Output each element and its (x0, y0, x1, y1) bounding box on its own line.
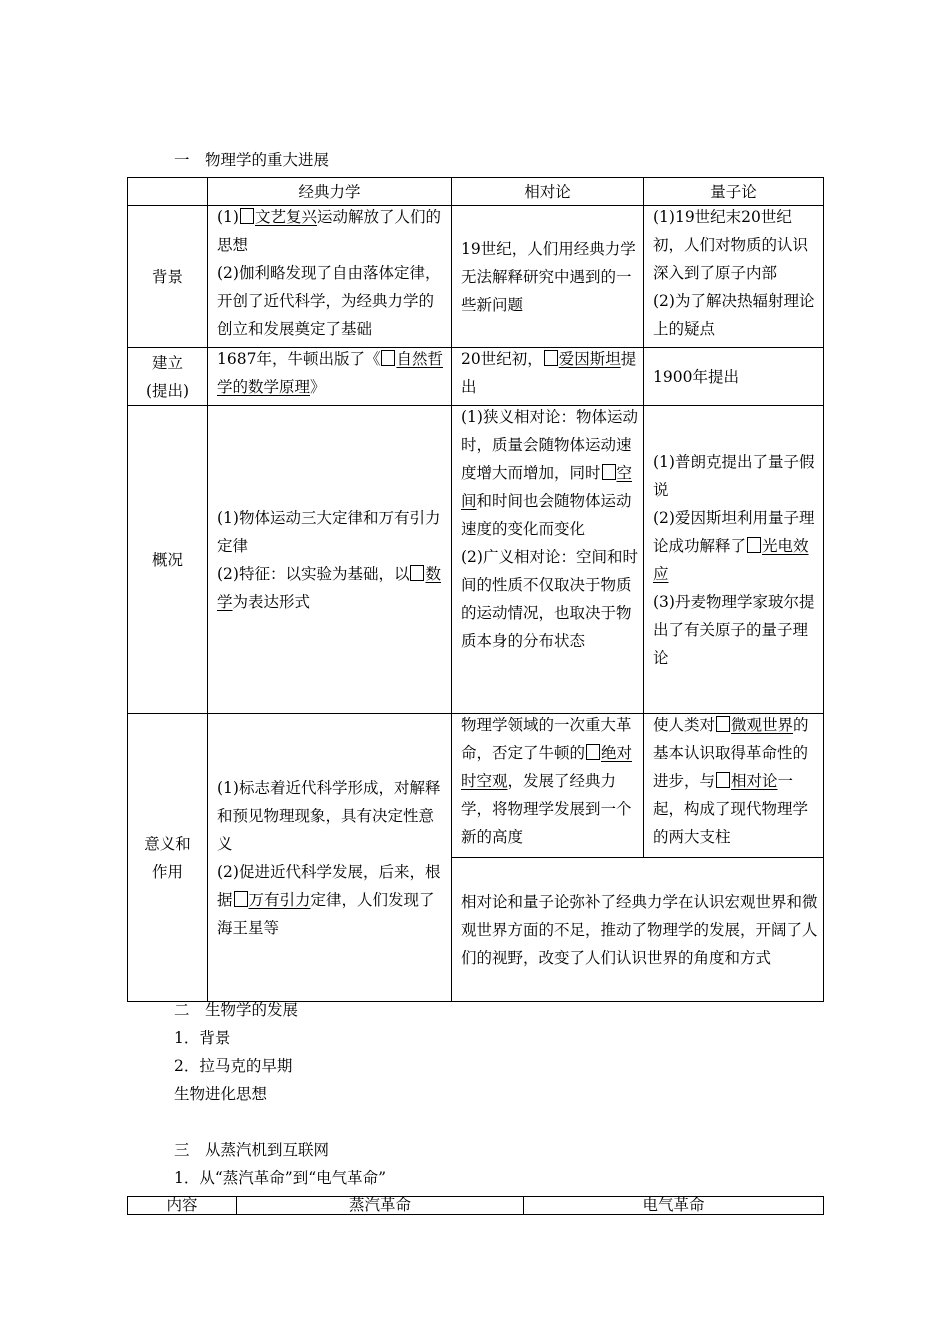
row-label-background: 背景 (151, 267, 183, 286)
column-header-quantum: 量子论 (710, 182, 757, 201)
row-label-overview: 概况 (151, 550, 183, 569)
cell-significance-combined: 相对论和量子论弥补了经典力学在认识宏观世界和微观世界方面的不足，推动了物理学的发展，开阔了人们的视野，改变了人们认识世界的角度和方式 (461, 892, 818, 967)
fill-in-answer: 光电效应 (653, 536, 809, 583)
blank-box-icon (586, 744, 600, 760)
fill-in-answer: 爱因斯坦 (558, 350, 621, 368)
blank-box-icon (747, 537, 761, 553)
list-item: 1．从“蒸汽革命”到“电气革命” (174, 1169, 387, 1187)
fill-in-answer: 微观世界 (731, 716, 794, 734)
fill-in-answer: 万有引力 (248, 890, 311, 909)
column-header-electric: 电气革命 (642, 1196, 705, 1214)
fill-in-answer: 自然哲学的数学原理 (217, 350, 443, 396)
cell-significance-classical: (1)标志着近代科学形成，对解释和预见物理现象，具有决定性意义 (2)促进近代科学发展，后来，根据 万有引力定律，人们发现了海王星等 (217, 778, 441, 937)
section-title: 二 生物学的发展 (174, 1001, 299, 1019)
blank-box-icon (240, 208, 254, 224)
cell-overview-relativity: (1)狭义相对论：物体运动时，质量会随物体运动速度增大而增加，同时 空间和时间也会随物体运动速度的变化而变化 (2)广义相对论：空间和时间的性质不仅取决于物质的运动情况，也取决于物质本身的分布状态 (461, 408, 638, 650)
cell-founding-classical: 1687年，牛顿出版了《 自然哲学的数学原理》 (217, 350, 443, 396)
fill-in-answer: 绝对时空观 (461, 744, 633, 790)
blank-box-icon (716, 772, 730, 788)
blank-box-icon (410, 565, 424, 581)
blank-box-icon (544, 350, 558, 366)
list-item: 2．拉马克的早期 (174, 1057, 293, 1075)
cell-background-relativity: 19世纪，人们用经典力学无法解释研究中遇到的一些新问题 (461, 239, 636, 314)
column-header-classical: 经典力学 (298, 182, 361, 201)
blank-box-icon (602, 464, 616, 480)
section-title: 三 从蒸汽机到互联网 (174, 1141, 330, 1159)
row-label-significance: 意义和 作用 (144, 834, 191, 881)
cell-background-quantum: (1)19世纪末20世纪初，人们对物质的认识深入到了原子内部 (2)为了解决热辐射理论上的疑点 (653, 208, 815, 338)
list-item: 生物进化思想 (174, 1085, 268, 1103)
column-header-relativity: 相对论 (524, 182, 571, 201)
cell-founding-relativity: 20世纪初， 爱因斯坦提出 (461, 350, 637, 396)
column-header-content: 内容 (166, 1196, 198, 1214)
cell-overview-quantum: (1)普朗克提出了量子假说 (2)爱因斯坦利用量子理论成功解释了 光电效应 (3)丹麦物理学家玻尔提出了有关原子的量子理论 (653, 452, 815, 667)
cell-overview-classical: (1)物体运动三大定律和万有引力定律 (2)特征：以实验为基础，以 数学为表达形式 (217, 508, 441, 611)
section-title: 一 物理学的重大进展 (174, 151, 330, 169)
cell-significance-relativity: 物理学领域的一次重大革命，否定了牛顿的 绝对时空观，发展了经典力学，将物理学发展到一个新的高度 (461, 716, 633, 846)
blank-box-icon (716, 716, 730, 732)
row-label-founding: 建立 (提出) (145, 353, 190, 400)
fill-in-answer: 数学 (217, 564, 441, 611)
cell-significance-quantum: 使人类对 微观世界的基本认识取得革命性的进步，与 相对论一起，构成了现代物理学的两大支柱 (653, 716, 809, 846)
fill-in-answer: 相对论 (731, 772, 778, 790)
blank-box-icon (234, 891, 248, 907)
list-item: 1．背景 (174, 1029, 231, 1047)
cell-founding-quantum: 1900年提出 (653, 367, 739, 386)
column-header-steam: 蒸汽革命 (348, 1196, 411, 1214)
cell-background-classical: (1) 文艺复兴运动解放了人们的思想 (2)伽利略发现了自由落体定律，开创了近代科学，为经典力学的创立和发展奠定了基础 (217, 208, 441, 338)
fill-in-answer: 空间 (461, 464, 633, 510)
blank-box-icon (381, 350, 395, 366)
fill-in-answer: 文艺复兴 (254, 208, 317, 226)
